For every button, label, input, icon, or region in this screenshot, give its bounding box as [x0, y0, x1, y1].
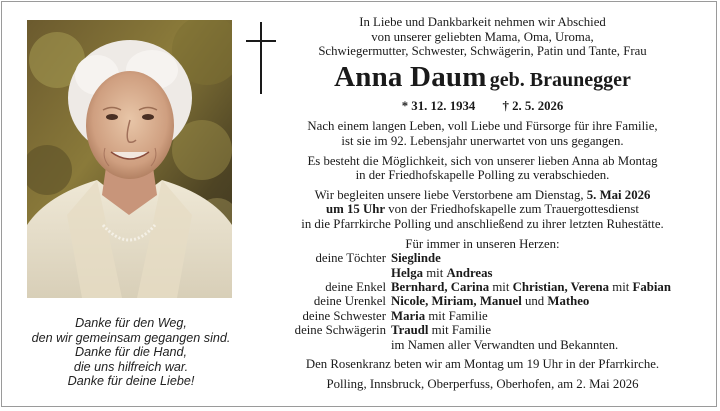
family-label: deine Schwester: [302, 308, 386, 323]
family-label-empty: [260, 266, 391, 280]
poem-verse: [20, 316, 242, 389]
family-names: [391, 323, 491, 337]
funeral-time: um 15 Uhr: [326, 202, 386, 217]
paragraph-line: in die Pfarrkirche Polling und anschließend zu ihrer letzten Ruhestätte.: [301, 216, 664, 231]
family-row-daughters-2: [260, 266, 705, 280]
family-names: [391, 280, 671, 294]
family-row-great-grandchildren: [260, 294, 705, 308]
paragraph-farewell: [260, 154, 705, 183]
poem-line: Danke für die Hand,: [74, 345, 187, 360]
paragraph-life: [260, 119, 705, 148]
rosary-note: Den Rosenkranz beten wir am Montag um 19 Uhr in der Pfarrkirche.: [305, 356, 660, 371]
poem-line: den wir gemeinsam gegangen sind.: [31, 330, 231, 345]
family-row-sister-in-law: [260, 323, 705, 337]
place-and-date: Polling, Innsbruck, Oberperfuss, Oberhofen, am 2. Mai 2026: [326, 376, 639, 391]
family-names: [391, 266, 492, 280]
family-names: Sieglinde: [391, 251, 441, 266]
paragraph-line: in der Friedhofskapelle Polling zu verabschieden.: [355, 168, 610, 183]
paragraph-line: Es besteht die Möglichkeit, sich von unserer lieben Anna ab Montag: [307, 153, 658, 168]
family-name: Christian, Verena: [512, 279, 610, 294]
family-row-all: [260, 338, 705, 352]
name-main: Anna Daum: [334, 60, 487, 93]
paragraph-line: [260, 188, 705, 203]
family-label: deine Urenkel: [313, 294, 386, 309]
portrait-photo: [27, 20, 232, 298]
paragraph-line: ist sie im 92. Lebensjahr unerwartet von uns gegangen.: [341, 133, 624, 148]
funeral-date: 5. Mai 2026: [586, 187, 651, 202]
deceased-name: [260, 60, 705, 96]
notice-text: [260, 15, 705, 391]
paragraph-line: Nach einem langen Leben, voll Liebe und Fürsorge für ihre Familie,: [307, 119, 658, 134]
family-name: Bernhard, Carina: [391, 279, 490, 294]
paragraph-funeral: [260, 188, 705, 232]
family-row-daughters: [260, 251, 705, 265]
poem-line: Danke für deine Liebe!: [67, 374, 195, 389]
family-list: [260, 237, 705, 352]
family-connector: mit Familie: [425, 308, 488, 323]
family-label: deine Schwägerin: [294, 323, 386, 338]
family-name: Andreas: [446, 265, 493, 280]
family-label: deine Töchter: [315, 251, 386, 266]
family-name: Matheo: [547, 294, 590, 309]
funeral-text: von der Friedhofskapelle zum Trauergottesdienst: [385, 202, 639, 217]
intro-line: Schwiegermutter, Schwester, Schwägerin, Patin und Tante, Frau: [318, 44, 647, 59]
intro-line: In Liebe und Dankbarkeit nehmen wir Abschied: [359, 15, 606, 29]
funeral-text: Wir begleiten unsere liebe Verstorbene am Dienstag,: [314, 187, 587, 202]
family-heading: Für immer in unseren Herzen:: [405, 236, 560, 251]
family-name: Helga: [391, 265, 423, 280]
poem-line: die uns hilfreich war.: [73, 359, 189, 374]
family-row-sister: [260, 309, 705, 323]
poem-line: Danke für den Weg,: [75, 316, 187, 330]
family-names: [391, 294, 589, 308]
family-name: Maria: [391, 308, 426, 323]
family-connector: und: [521, 294, 548, 309]
family-all-relatives: im Namen aller Verwandten und Bekannten.: [391, 337, 619, 352]
family-connector: mit: [489, 279, 513, 294]
family-connector: mit: [609, 279, 633, 294]
family-label-empty: [260, 338, 391, 352]
birth-date: * 31. 12. 1934: [401, 98, 476, 113]
family-name: Fabian: [632, 279, 671, 294]
name-birth: geb. Braunegger: [489, 68, 631, 91]
death-date: † 2. 5. 2026: [502, 98, 564, 113]
family-row-grandchildren: [260, 280, 705, 294]
family-label: deine Enkel: [325, 279, 386, 294]
family-names: [391, 309, 488, 323]
family-connector: mit Familie: [428, 323, 492, 338]
obituary-notice: [1, 1, 717, 407]
life-dates: [260, 99, 705, 114]
family-connector: mit: [423, 265, 447, 280]
family-name: Traudl: [391, 323, 429, 338]
paragraph-line: [260, 202, 705, 217]
family-name: Nicole, Miriam, Manuel: [391, 294, 522, 309]
intro-line: von unserer geliebten Mama, Oma, Uroma,: [371, 29, 594, 44]
